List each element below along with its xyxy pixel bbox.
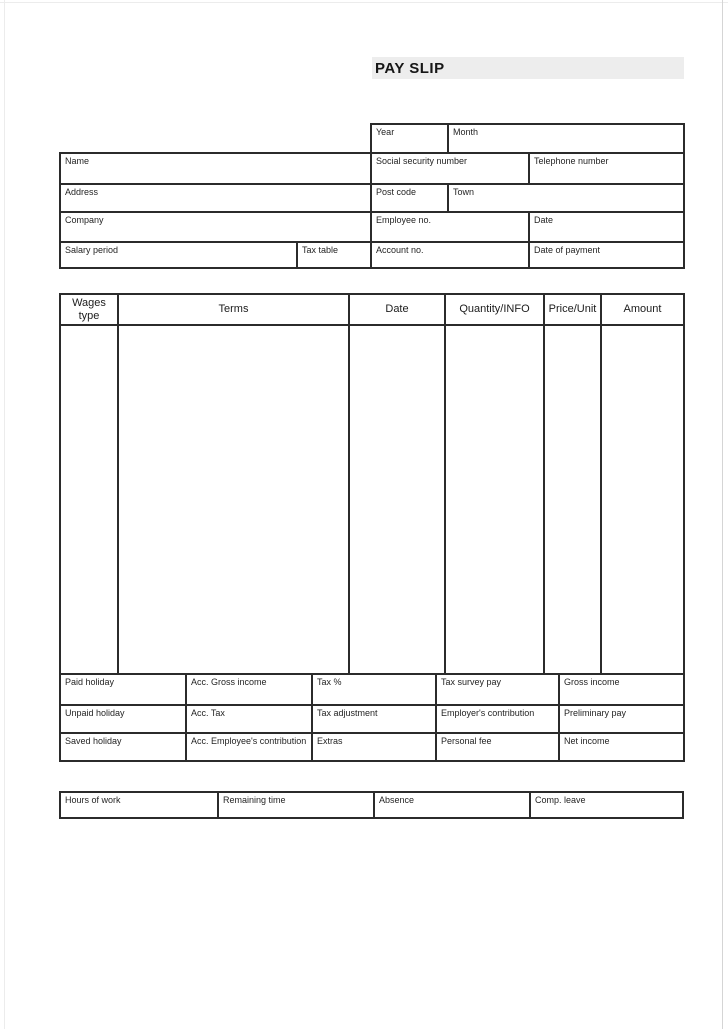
field-address: Address <box>59 183 370 211</box>
field-date-of-payment: Date of payment <box>528 241 685 269</box>
field-name: Name <box>59 152 370 183</box>
body-wages-type-column <box>59 324 117 673</box>
summary-gross-income: Gross income <box>558 673 685 704</box>
summary-acc-tax: Acc. Tax <box>185 704 311 732</box>
field-account-no: Account no. <box>370 241 528 269</box>
summary-personal-fee: Personal fee <box>435 732 558 762</box>
page-title: PAY SLIP <box>375 59 445 77</box>
summary-preliminary-pay: Preliminary pay <box>558 704 685 732</box>
title-band <box>372 57 684 79</box>
summary-saved-holiday: Saved holiday <box>59 732 185 762</box>
field-tax-table: Tax table <box>296 241 370 269</box>
body-quantity-info-column <box>444 324 543 673</box>
summary-paid-holiday: Paid holiday <box>59 673 185 704</box>
field-telephone: Telephone number <box>528 152 685 183</box>
field-town: Town <box>447 183 685 211</box>
header-amount: Amount <box>600 293 685 324</box>
header-terms: Terms <box>117 293 348 324</box>
body-date-column <box>348 324 444 673</box>
body-price-unit-column <box>543 324 600 673</box>
field-month: Month <box>447 123 685 152</box>
summary-employer-contribution: Employer's contribution <box>435 704 558 732</box>
field-company: Company <box>59 211 370 241</box>
page-edge-left <box>4 0 5 1029</box>
summary-acc-gross-income: Acc. Gross income <box>185 673 311 704</box>
field-salary-period: Salary period <box>59 241 296 269</box>
header-quantity-info: Quantity/INFO <box>444 293 543 324</box>
field-social-security: Social security number <box>370 152 528 183</box>
field-year: Year <box>370 123 447 152</box>
summary-unpaid-holiday: Unpaid holiday <box>59 704 185 732</box>
field-employee-no: Employee no. <box>370 211 528 241</box>
page-edge-right <box>722 0 723 1029</box>
comp-leave: Comp. leave <box>529 791 684 819</box>
body-terms-column <box>117 324 348 673</box>
summary-net-income: Net income <box>558 732 685 762</box>
summary-acc-employee-contribution: Acc. Employee's contribution <box>185 732 311 762</box>
summary-extras: Extras <box>311 732 435 762</box>
page-edge-top <box>0 2 728 3</box>
summary-tax-adjustment: Tax adjustment <box>311 704 435 732</box>
field-post-code: Post code <box>370 183 447 211</box>
header-wages-type: Wages type <box>59 293 117 324</box>
header-date: Date <box>348 293 444 324</box>
remaining-time: Remaining time <box>217 791 373 819</box>
absence: Absence <box>373 791 529 819</box>
hours-of-work: Hours of work <box>59 791 217 819</box>
header-price-unit: Price/Unit <box>543 293 600 324</box>
field-date: Date <box>528 211 685 241</box>
summary-tax-percent: Tax % <box>311 673 435 704</box>
summary-tax-survey-pay: Tax survey pay <box>435 673 558 704</box>
body-amount-column <box>600 324 685 673</box>
